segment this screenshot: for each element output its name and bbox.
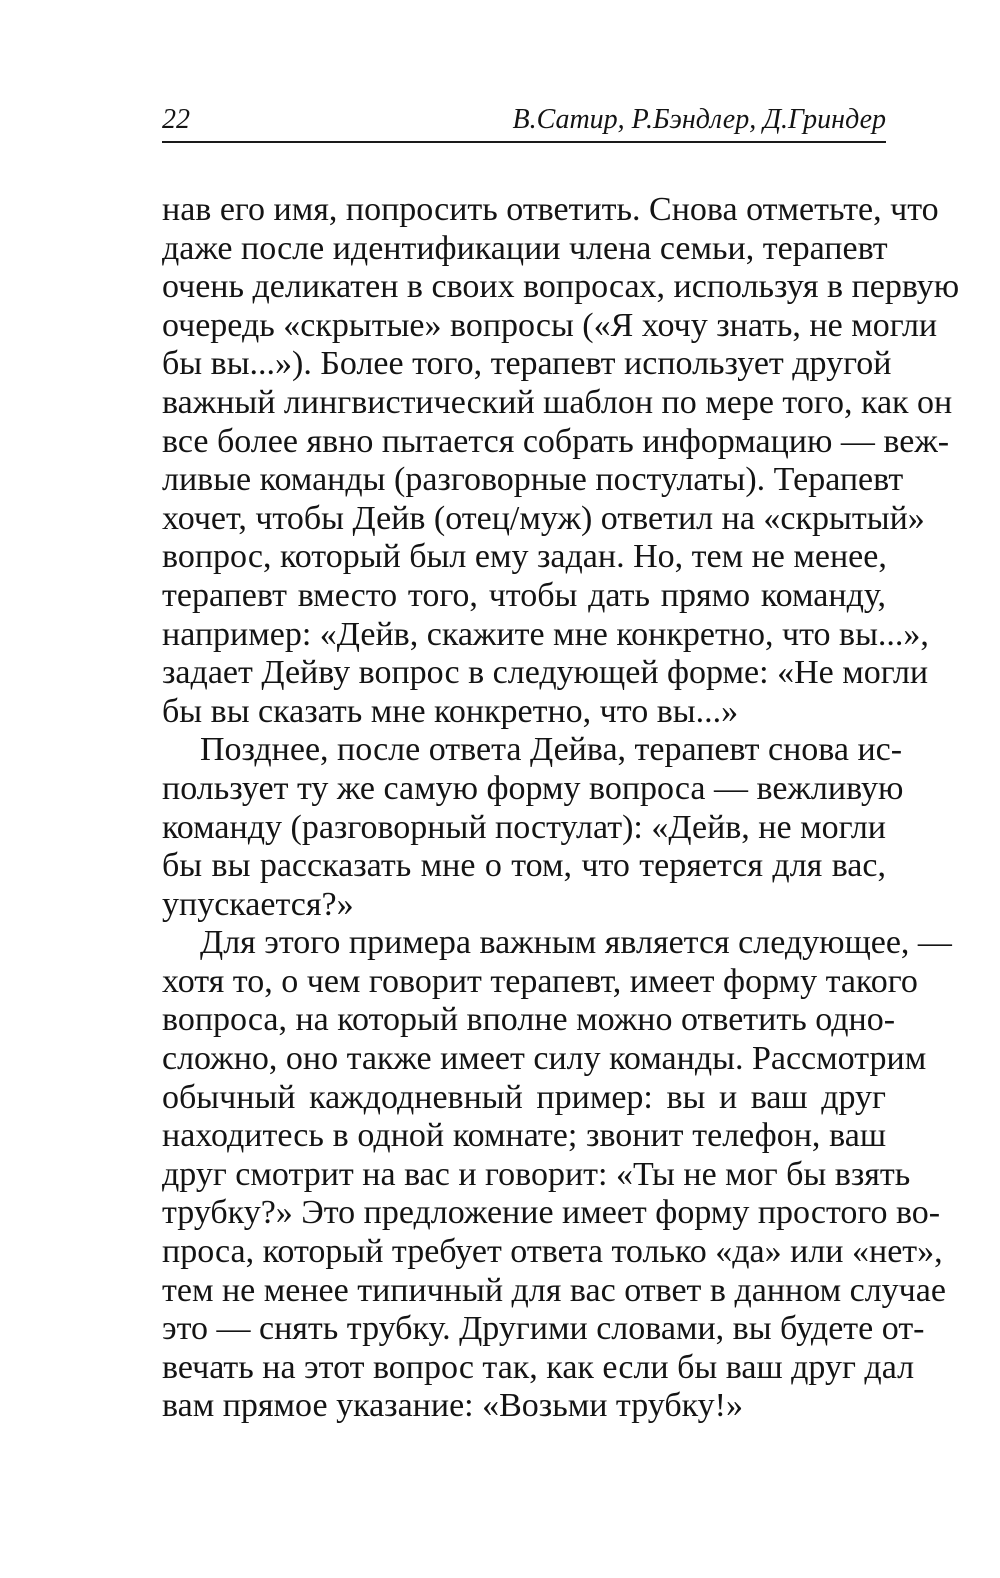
text-line: важный лингвистический шаблон по мере того, как он xyxy=(162,383,953,421)
text-line: тем не менее типичный для вас ответ в данном случае xyxy=(162,1271,946,1309)
body-text xyxy=(162,191,960,1426)
text-line: это — снять трубку. Другими словами, вы будете от- xyxy=(162,1310,925,1348)
text-line: вопроса, на который вполне можно ответить одно- xyxy=(162,1001,896,1039)
text-line: даже после идентификации члена семьи, терапевт xyxy=(162,229,888,267)
text-line: ливые команды (разговорные постулаты). Терапевт xyxy=(162,461,904,499)
running-head xyxy=(162,100,886,140)
text-line: бы вы рассказать мне о том, что теряется для вас, xyxy=(162,847,886,885)
text-line: очень деликатен в своих вопросах, используя в первую xyxy=(162,268,960,306)
text-line: вечать на этот вопрос так, как если бы ваш друг дал xyxy=(162,1348,915,1386)
text-line: друг смотрит на вас и говорит: «Ты не мог бы взять xyxy=(162,1155,911,1193)
text-line: очередь «скрытые» вопросы («Я хочу знать, не могли xyxy=(162,306,938,344)
text-line: бы вы сказать мне конкретно, что вы...» xyxy=(162,692,739,730)
text-line: бы вы...»). Более того, терапевт использует другой xyxy=(162,345,892,383)
text-line: проса, который требует ответа только «да» или «нет», xyxy=(162,1233,943,1271)
header-authors: В.Сатир, Р.Бэндлер, Д.Гриндер xyxy=(512,104,886,135)
text-line: Позднее, после ответа Дейва, терапевт снова ис- xyxy=(200,731,903,769)
text-line: терапевт вместо того, чтобы дать прямо команду, xyxy=(162,576,886,614)
paragraph-2 xyxy=(162,731,904,924)
header-rule xyxy=(162,141,886,143)
text-line: пользует ту же самую форму вопроса — вежливую xyxy=(162,769,904,807)
text-line: например: «Дейв, скажите мне конкретно, что вы...», xyxy=(162,615,929,653)
text-line: хочет, чтобы Дейв (отец/муж) ответил на «скрытый» xyxy=(162,499,925,537)
text-line: вопрос, который был ему задан. Но, тем не менее, xyxy=(162,538,887,576)
paragraph-3 xyxy=(162,924,952,1426)
text-line: команду (разговорный постулат): «Дейв, не могли xyxy=(162,808,886,846)
page-number: 22 xyxy=(162,104,190,135)
text-line: находитесь в одной комнате; звонит телефон, ваш xyxy=(162,1117,886,1155)
text-line: трубку?» Это предложение имеет форму простого во- xyxy=(162,1194,941,1232)
text-line: нав его имя, попросить ответить. Снова отметьте, что xyxy=(162,191,939,228)
text-line: все более явно пытается собрать информацию — веж- xyxy=(162,422,950,460)
text-line: задает Дейву вопрос в следующей форме: «Не могли xyxy=(162,654,929,692)
text-line: хотя то, о чем говорит терапевт, имеет форму такого xyxy=(162,962,918,1000)
paragraph-1 xyxy=(162,191,960,731)
text-line: Для этого примера важным является следующее, — xyxy=(200,924,952,962)
text-line: вам прямое указание: «Возьми трубку!» xyxy=(162,1387,743,1425)
text-line: упускается?» xyxy=(162,885,354,923)
text-line: сложно, оно также имеет силу команды. Рассмотрим xyxy=(162,1040,927,1078)
text-line: обычный каждодневный пример: вы и ваш друг xyxy=(162,1078,886,1116)
